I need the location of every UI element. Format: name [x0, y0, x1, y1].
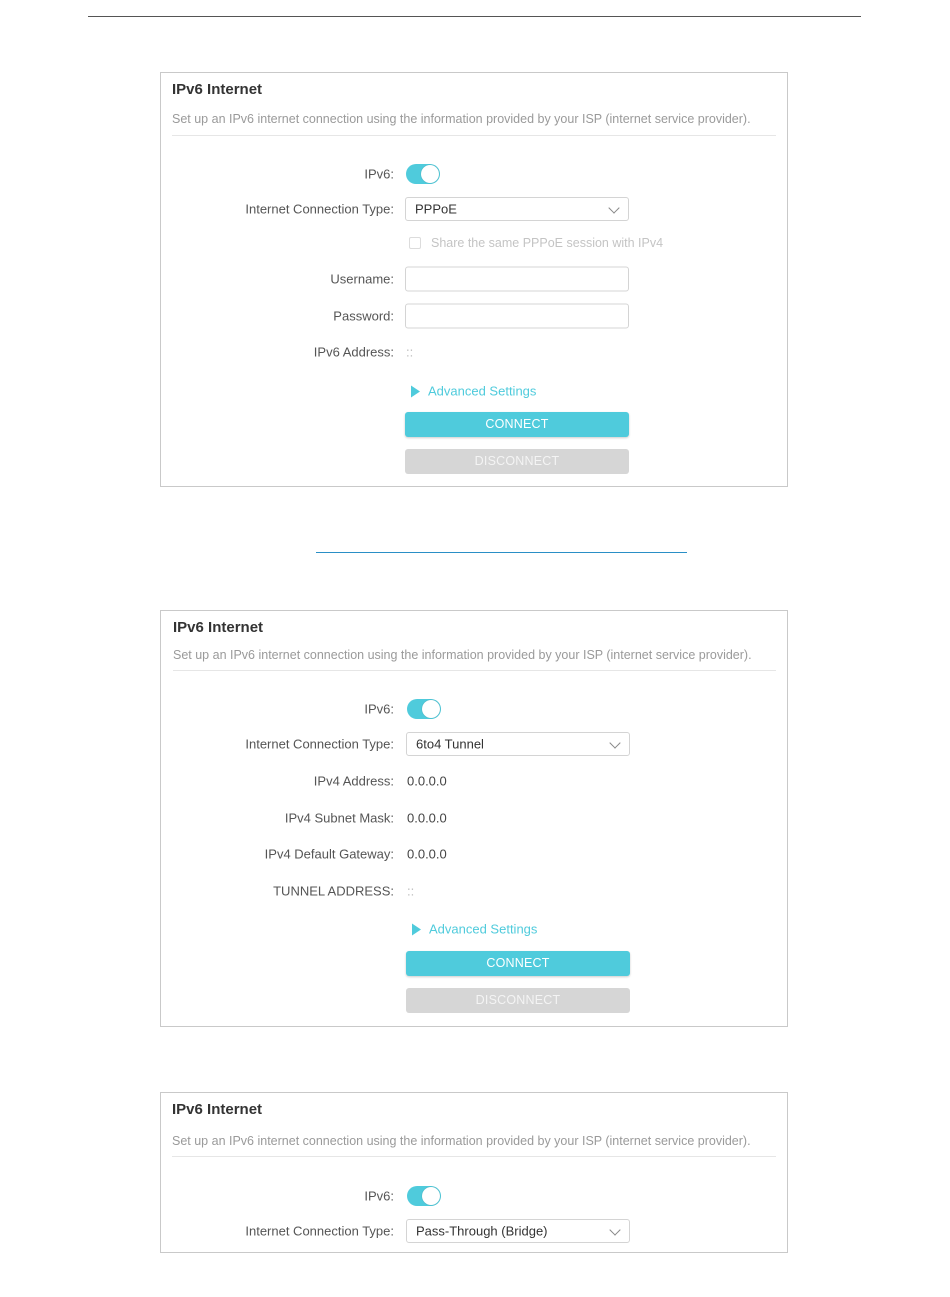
panel-description: Set up an IPv6 internet connection using the information provided by your ISP (internet service provider).	[172, 1134, 751, 1148]
password-row	[161, 303, 787, 329]
ipv6-row	[161, 1183, 787, 1209]
panel-divider	[172, 1156, 776, 1157]
disconnect-button[interactable]: DISCONNECT	[405, 449, 629, 474]
toggle-knob	[422, 700, 440, 718]
ipv4-subnet-mask-label: IPv4 Subnet Mask:	[284, 810, 394, 826]
ipv4-subnet-mask-value: 0.0.0.0	[407, 810, 447, 826]
ipv6-toggle[interactable]	[406, 164, 440, 184]
ipv6-label: IPv6:	[364, 701, 394, 717]
tunnel-address-row	[161, 878, 787, 904]
tunnel-address-label: TUNNEL ADDRESS:	[273, 883, 394, 899]
advanced-settings-label: Advanced Settings	[428, 383, 537, 399]
panel-title: IPv6 Internet	[173, 619, 264, 636]
toggle-knob	[422, 1187, 440, 1205]
ipv4-default-gateway-row	[161, 841, 787, 867]
ipv6-label: IPv6:	[364, 1188, 394, 1204]
expand-triangle-icon	[412, 923, 421, 935]
disconnect-button[interactable]: DISCONNECT	[406, 988, 630, 1013]
ipv4-address-label: IPv4 Address:	[313, 773, 394, 789]
connect-button[interactable]: CONNECT	[405, 412, 629, 437]
ipv6-internet-panel-6to4	[160, 610, 788, 1027]
page-top-rule	[88, 16, 861, 17]
ipv6-toggle[interactable]	[407, 699, 441, 719]
ipv4-default-gateway-label: IPv4 Default Gateway:	[264, 846, 394, 862]
connect-button[interactable]: CONNECT	[406, 951, 630, 976]
ipv4-default-gateway-value: 0.0.0.0	[407, 846, 447, 862]
ipv4-address-row	[161, 768, 787, 794]
connection-type-select[interactable]	[406, 732, 630, 756]
connection-type-row	[161, 1218, 787, 1244]
username-input[interactable]	[405, 267, 629, 292]
connection-type-select[interactable]	[405, 197, 629, 221]
toggle-knob	[421, 165, 439, 183]
ipv6-label: IPv6:	[364, 166, 394, 182]
connection-type-value: 6to4 Tunnel	[416, 736, 484, 752]
panel-title: IPv6 Internet	[172, 81, 263, 98]
password-input[interactable]	[405, 304, 629, 329]
connection-type-label: Internet Connection Type:	[245, 1223, 394, 1239]
password-label: Password:	[333, 308, 394, 324]
panel-title: IPv6 Internet	[172, 1101, 263, 1118]
advanced-settings-label: Advanced Settings	[429, 921, 538, 937]
expand-triangle-icon	[411, 385, 420, 397]
ipv4-address-value: 0.0.0.0	[407, 773, 447, 789]
connection-type-row	[161, 731, 787, 757]
advanced-settings-link[interactable]	[412, 922, 537, 937]
advanced-settings-row	[161, 916, 787, 942]
chevron-down-icon	[609, 1224, 620, 1235]
ipv6-row	[161, 161, 787, 187]
connection-type-label: Internet Connection Type:	[245, 201, 394, 217]
connection-type-value: PPPoE	[415, 201, 457, 217]
chevron-down-icon	[608, 202, 619, 213]
ipv4-subnet-mask-row	[161, 805, 787, 831]
ipv6-address-row	[161, 339, 787, 365]
share-session-row	[161, 230, 787, 256]
username-row	[161, 266, 787, 292]
panel-divider	[172, 135, 776, 136]
ipv6-toggle[interactable]	[407, 1186, 441, 1206]
separator-rule	[316, 552, 687, 553]
panel-description: Set up an IPv6 internet connection using the information provided by your ISP (internet service provider).	[172, 112, 751, 126]
ipv6-internet-panel-pppoe	[160, 72, 788, 487]
connection-type-select[interactable]	[406, 1219, 630, 1243]
share-session-checkbox[interactable]	[409, 237, 421, 249]
username-label: Username:	[330, 271, 394, 287]
connection-type-row	[161, 196, 787, 222]
tunnel-address-value: ::	[407, 883, 415, 899]
chevron-down-icon	[609, 737, 620, 748]
panel-divider	[173, 670, 776, 671]
connection-type-value: Pass-Through (Bridge)	[416, 1223, 548, 1239]
advanced-settings-link[interactable]	[411, 384, 536, 399]
panel-description: Set up an IPv6 internet connection using the information provided by your ISP (internet service provider).	[173, 648, 752, 662]
connection-type-label: Internet Connection Type:	[245, 736, 394, 752]
ipv6-address-label: IPv6 Address:	[313, 344, 394, 360]
ipv6-internet-panel-pass-through	[160, 1092, 788, 1253]
share-session-label: Share the same PPPoE session with IPv4	[431, 236, 664, 250]
ipv6-row	[161, 696, 787, 722]
advanced-settings-row	[161, 378, 787, 404]
ipv6-address-value: ::	[406, 344, 414, 360]
